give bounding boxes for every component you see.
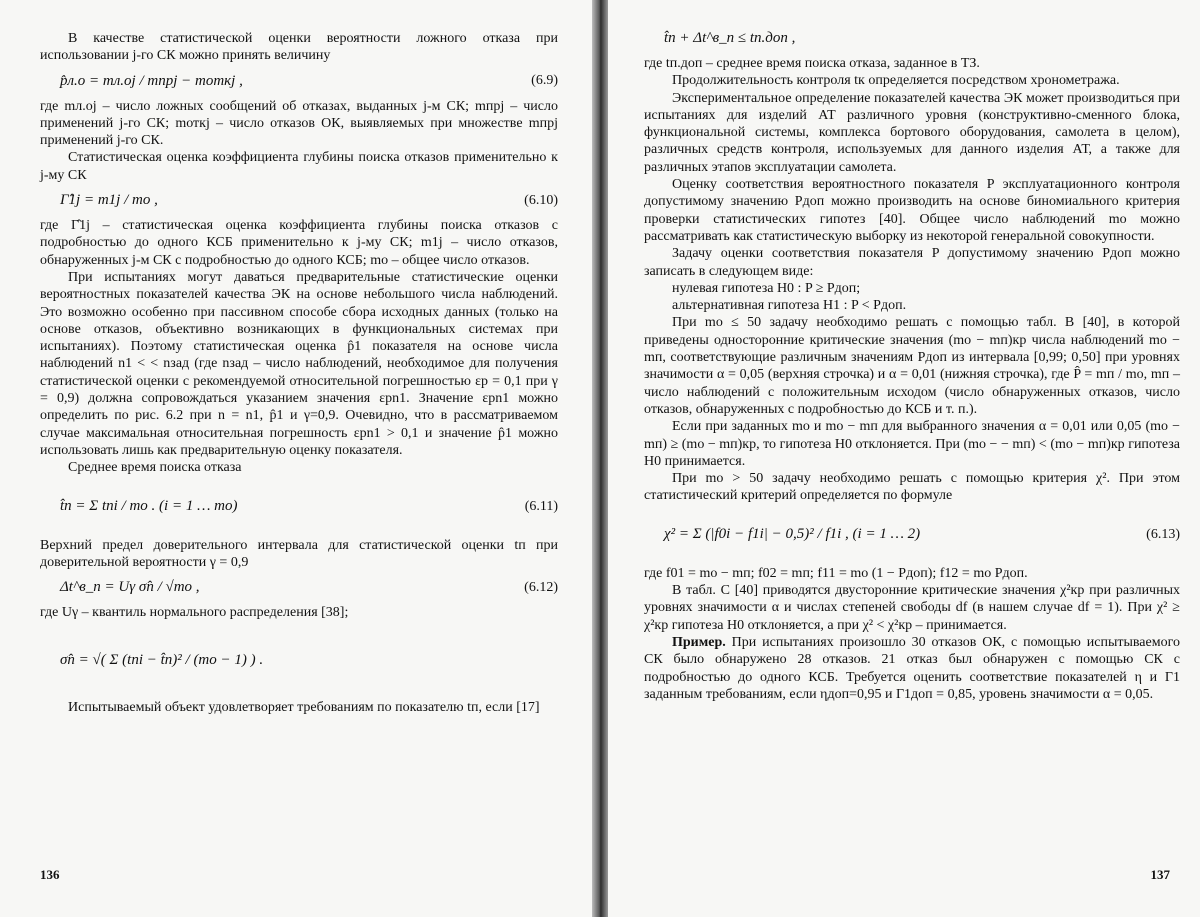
equation-number: (6.9) xyxy=(531,73,558,89)
example-label: Пример. xyxy=(672,634,726,650)
paragraph: где mл.оj – число ложных сообщений об отказах, выданных j-м СК; mпрj – число применений j-го СК; mоткj – число отказов ОК, выявляемых при множестве mпрj применений j-го СК. xyxy=(40,98,558,149)
equation-body: Γ̂1j = m1j / mо , xyxy=(60,192,158,209)
paragraph: Статистическая оценка коэффициента глубины поиска отказов применительно к j-му СК xyxy=(40,150,558,183)
equation-body: χ² = Σ (|f0i − f1i| − 0,5)² / f1i , (i = 1 … 2) xyxy=(664,526,921,543)
equation-6-13 xyxy=(664,513,1180,557)
equation-number: (6.12) xyxy=(524,579,558,595)
paragraph: При mо ≤ 50 задачу необходимо решать с помощью табл. B [40], в которой приведены односторонние критические значения (mо − mп)кр числа наблюдений mо − mп, соответствующие различным значениям Pдоп из интервала [0,99; 0,50] при уровнях значимости α = 0,05 (верхняя строчка) и α = 0,01 (нижняя строчка), где P̂ = mп / mо, mп – число наблюдений с положительным исходом (число обнаруженных отказов, число отказов, обнаруженных с подробностью до КСБ и т. п.). xyxy=(644,315,1180,417)
example-text: При испытаниях произошло 30 отказов ОК, с помощью испытываемого СК было обнаружено 28 отказов. 21 отказ был обнаружен с помощью СК с подробностью до одного КСБ. Требуется оценить соответствие показателей η и Γ1 заданным требованиям, если ηдоп=0,95 и Γ1доп = 0,85, уровень значимости α = 0,05. xyxy=(644,634,1180,702)
equation-6-10 xyxy=(60,192,558,209)
right-page xyxy=(608,0,1200,917)
paragraph: В качестве статистической оценки вероятности ложного отказа при использовании j-го СК можно принять величину xyxy=(40,31,558,64)
book-gutter xyxy=(592,0,608,917)
example-paragraph xyxy=(644,634,1180,703)
paragraph: где Γ̂1j – статистическая оценка коэффициента глубины поиска отказов с подробностью до одного КСБ применительно к j-му СК; m1j – число отказов, обнаруженных j-м СК с подробностью до одного КСБ; mо – общее число отказов. xyxy=(40,218,558,268)
equation-body: t̂п + Δt^в_п ≤ tп.доп , xyxy=(664,30,796,46)
equation-condition xyxy=(664,30,1180,47)
page-number: 137 xyxy=(1150,867,1170,882)
paragraph: В табл. C [40] приводятся двусторонние критические значения χ²кр при различных уровнях значимости α и числах степеней свободы df (в нашем случае df = 1). При χ² ≥ χ²кр гипотеза H0 отклоняется, а при χ² < χ²кр – принимается. xyxy=(644,583,1180,633)
paragraph: где f01 = mо − mп; f02 = mп; f11 = mо (1 − Pдоп); f12 = mо Pдоп. xyxy=(644,565,1028,581)
left-page xyxy=(0,0,592,917)
equation-body: σ̂п = √( Σ (tпi − t̂п)² / (mо − 1) ) . xyxy=(60,651,264,668)
equation-body: t̂п = Σ tпi / mо . (i = 1 … mо) xyxy=(60,498,238,515)
paragraph: Продолжительность контроля tк определяется посредством хронометража. xyxy=(672,73,1120,89)
paragraph: Испытываемый объект удовлетворяет требованиям по показателю tп, если [17] xyxy=(68,700,540,716)
paragraph: Оценку соответствия вероятностного показателя P эксплуатационного контроля допустимому значению Pдоп можно производить на основе биномиального критерия проверки статистических гипотез [40]. Общее число наблюдений mо можно рассматривать как статистическую выборку из некоторой генеральной совокупности. xyxy=(644,177,1180,244)
hypothesis-null: нулевая гипотеза H0 : P ≥ Pдоп; xyxy=(672,280,861,296)
paragraph: где tп.доп – среднее время поиска отказа, заданное в ТЗ. xyxy=(644,56,980,71)
equation-6-12 xyxy=(60,579,558,596)
paragraph: При mо > 50 задачу необходимо решать с помощью критерия χ². При этом статистический критерий определяется по формуле xyxy=(644,471,1180,504)
equation-number: (6.10) xyxy=(524,192,558,208)
paragraph: где Uγ – квантиль нормального распределения [38]; xyxy=(40,605,349,621)
hypothesis-alternative: альтернативная гипотеза H1 : P < Pдоп. xyxy=(672,298,907,314)
paragraph: Экспериментальное определение показателей качества ЭК может производиться при испытаниях для изделий АТ различного уровня (конструктивно-сменного блока, функциональной системы, комплекса бортового оборудования, самолета в целом), различных средств контроля, используемых для данного изделия АТ, а также для различных этапов эксплуатации самолета. xyxy=(644,90,1180,175)
paragraph: Верхний предел доверительного интервала для статистической оценки tп при доверительной вероятности γ = 0,9 xyxy=(40,537,558,570)
paragraph: Задачу оценки соответствия показателя P допустимому значению Pдоп можно записать в следующем виде: xyxy=(644,246,1180,279)
page-number: 136 xyxy=(40,867,60,882)
paragraph: При испытаниях могут даваться предварительные статистические оценки вероятностных показателей качества ЭК на основе небольшого числа наблюдений. Это возможно особенно при пассивном способе сбора исходных данных (только на основе отказов, объективно возникающих в функциональных системах при испытаниях). Поэтому статистическая оценка p̂1 показателя на основе числа наблюдений n1 < < nзад (где nзад – число наблюдений, необходимое для получения статистической оценки с рекомендуемой относительной погрешностью εp = 0,1 при γ = 0,9) должна сопровождаться указанием значения εpn1. Значение εpn1 можно определить по рис. 6.2 при n = n1, p̂1 и γ=0,9. Очевидно, что в рассматриваемом случае максимальная относительная погрешность εpn1 > 0,1 и значение p̂1 можно использовать лишь как предварительную оценку показателя. xyxy=(40,269,558,458)
paragraph: Если при заданных mо и mо − mп для выбранного значения α = 0,01 или 0,05 (mо − mп) ≥ (mо − mп)кр, то гипотеза H0 отклоняется. При (mо − − mп) < (mо − mп)кр гипотеза H0 принимается. xyxy=(644,419,1180,469)
paragraph: Среднее время поиска отказа xyxy=(68,460,242,476)
equation-6-9 xyxy=(60,73,558,90)
equation-sigma xyxy=(60,629,558,691)
equation-body: p̂л.о = mл.оj / mпрj − mоткj , xyxy=(60,72,243,89)
equation-body: Δt^в_п = Uγ σ̂п / √mо , xyxy=(60,579,200,596)
equation-6-11 xyxy=(60,485,558,529)
equation-number: (6.13) xyxy=(1146,526,1180,542)
equation-number: (6.11) xyxy=(524,498,558,514)
